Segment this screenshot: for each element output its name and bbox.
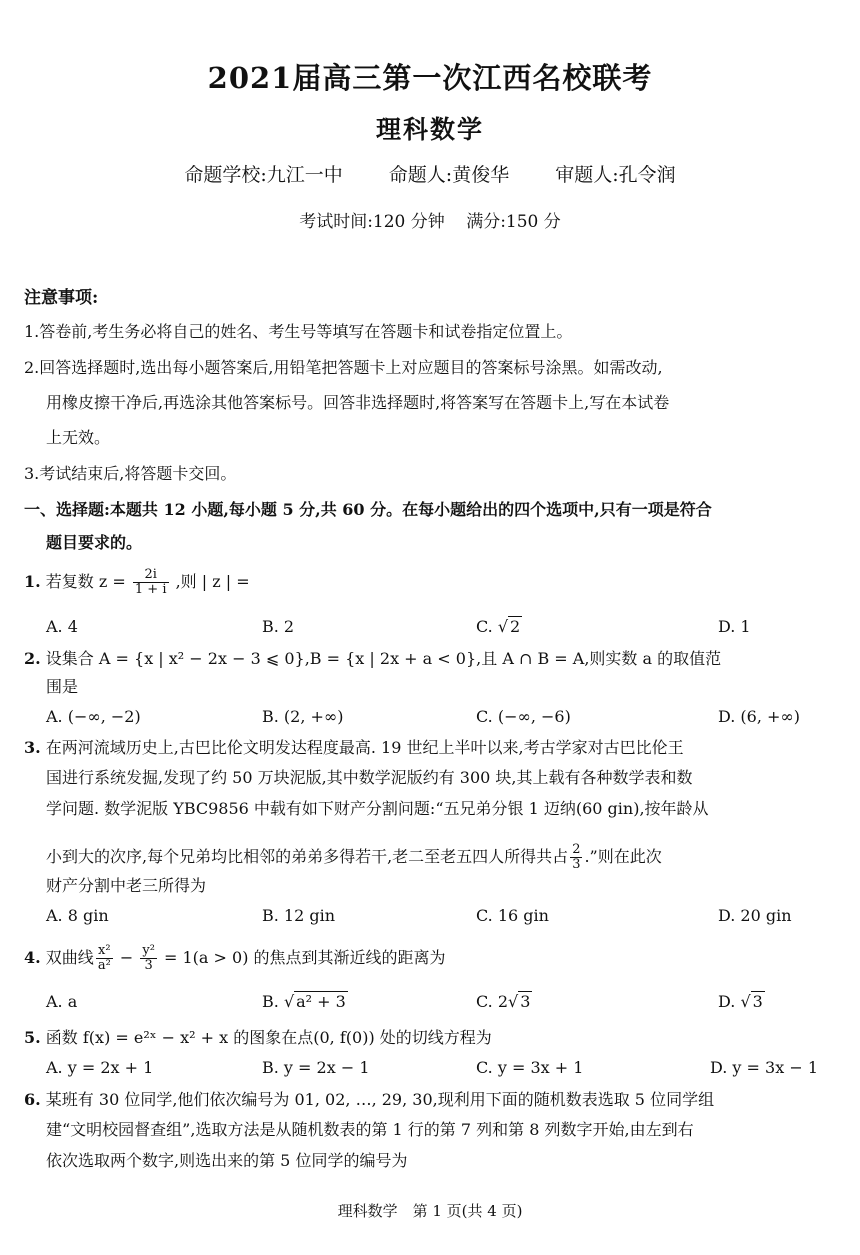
- question-4-fraction-2: [140, 944, 157, 973]
- q4-option-b: [262, 992, 348, 1011]
- question-3-number: 3.: [24, 738, 41, 757]
- full-score: 满分:150 分: [466, 212, 561, 232]
- question-3-text: 在两河流域历史上,古巴比伦文明发达程度最高. 19 世纪上半叶以来,考古学家对古巴比伦王: [45, 738, 684, 757]
- school: 命题学校:九江一中: [184, 164, 343, 186]
- radicand: 3: [520, 992, 531, 1011]
- note-1: 1.答卷前,考生务必将自己的姓名、考生号等填写在答题卡和试卷指定位置上。: [24, 322, 573, 341]
- q4-option-c: [476, 992, 532, 1011]
- notes-heading: 注意事项:: [24, 288, 99, 308]
- q2-option-c: C. (−∞, −6): [476, 707, 571, 726]
- fraction-numerator: x²: [96, 944, 113, 959]
- q5-option-d: D. y = 3x − 1: [710, 1058, 819, 1077]
- q1-option-d: D. 1: [718, 617, 751, 636]
- question-4-fraction-1: [96, 944, 113, 973]
- minus-sign: −: [114, 948, 139, 967]
- q3-option-a: A. 8 gin: [46, 906, 109, 925]
- question-6-text: 某班有 30 位同学,他们依次编号为 01, 02, …, 29, 30,现利用下面的随机数表选取 5 位同学组: [45, 1090, 715, 1109]
- question-3-line-3: 学问题. 数学泥版 YBC9856 中载有如下财产分割问题:“五兄弟分银 1 迈纳(60 gin),按年龄从: [46, 799, 709, 818]
- question-4-number: 4.: [24, 948, 41, 967]
- q4-option-a: A. a: [46, 992, 78, 1011]
- fraction-numerator: 2i: [133, 568, 169, 583]
- sqrt-icon: √: [740, 992, 751, 1011]
- fraction-numerator: 2: [572, 842, 581, 857]
- fraction-denominator: 1 + i: [134, 582, 167, 597]
- question-2-line-1: [24, 649, 834, 669]
- sqrt-icon: √: [508, 992, 519, 1011]
- question-3-line-4-post: .”则在此次: [584, 847, 662, 866]
- sqrt-icon: √: [283, 992, 295, 1011]
- question-2-number: 2.: [24, 649, 41, 668]
- fraction-numerator: y²: [142, 943, 155, 958]
- section-1-heading-line-2: 题目要求的。: [46, 533, 143, 552]
- reviewer: 审题人:孔令润: [555, 164, 676, 186]
- q1-option-a: A. 4: [46, 617, 78, 636]
- question-1-post: ,则 | z | =: [175, 572, 250, 591]
- q3-option-b: B. 12 gin: [262, 906, 336, 925]
- sqrt-icon: √: [497, 617, 509, 636]
- radicand: a² + 3: [296, 992, 346, 1011]
- q4-option-d: [718, 992, 765, 1011]
- question-5-text: 函数 f(x) = e²ˣ − x² + x 的图象在点(0, f(0)) 处的切线方程为: [45, 1028, 492, 1047]
- exam-info-line: [0, 207, 860, 232]
- fraction-denominator: 3: [144, 958, 153, 973]
- page-footer: 理科数学 第 1 页(共 4 页): [337, 1202, 523, 1220]
- q1-option-b: B. 2: [262, 617, 295, 636]
- question-3-line-1: [24, 738, 834, 758]
- question-1-number: 1.: [24, 572, 41, 591]
- question-4-pre: 双曲线: [45, 948, 94, 967]
- question-2-line-2: 围是: [46, 677, 79, 696]
- question-1: [24, 568, 834, 597]
- q3-option-c: C. 16 gin: [476, 906, 549, 925]
- question-1-fraction: [133, 568, 169, 597]
- option-label: B.: [262, 992, 284, 1011]
- option-label: C.: [476, 617, 498, 636]
- question-5: [24, 1028, 834, 1048]
- question-6-line-2: 建“文明校园督查组”,选取方法是从随机数表的第 1 行的第 7 列和第 8 列数字开始,由左到右: [46, 1120, 694, 1139]
- author: 命题人:黄俊华: [388, 164, 510, 186]
- question-5-number: 5.: [24, 1028, 41, 1047]
- radicand: 3: [752, 992, 763, 1011]
- option-label: D.: [718, 992, 741, 1011]
- question-4-post: = 1(a > 0) 的焦点到其渐近线的距离为: [158, 948, 446, 967]
- subject-title: 理科数学: [375, 115, 484, 144]
- q5-option-c: C. y = 3x + 1: [476, 1058, 584, 1077]
- question-6-line-3: 依次选取两个数字,则选出来的第 5 位同学的编号为: [46, 1151, 408, 1170]
- question-4: [24, 944, 834, 973]
- q5-option-b: B. y = 2x − 1: [262, 1058, 370, 1077]
- q1-option-c: [476, 617, 522, 636]
- q5-option-a: A. y = 2x + 1: [46, 1058, 154, 1077]
- question-3-fraction: [570, 843, 582, 872]
- option-label: C. 2: [476, 992, 509, 1011]
- note-2-line-3: 上无效。: [46, 428, 111, 447]
- q2-option-b: B. (2, +∞): [262, 707, 344, 726]
- question-1-pre: 若复数 z =: [45, 572, 131, 591]
- question-3-line-2: 国进行系统发掘,发现了约 50 万块泥版,其中数学泥版约有 300 块,其上载有各种数学表和数: [46, 768, 693, 787]
- section-1-heading-line-1: 一、选择题:本题共 12 小题,每小题 5 分,共 60 分。在每小题给出的四个选项中,只有一项是符合: [24, 500, 712, 519]
- note-2-line-2: 用橡皮擦干净后,再选涂其他答案标号。回答非选择题时,将答案写在答题卡上,写在本试卷: [46, 393, 670, 412]
- exam-title: 2021届高三第一次江西名校联考: [207, 61, 653, 95]
- fraction-denominator: a²: [97, 958, 111, 973]
- fraction-denominator: 3: [572, 857, 581, 872]
- note-2-line-1: 2.回答选择题时,选出每小题答案后,用铅笔把答题卡上对应题目的答案标号涂黑。如需改动,: [24, 358, 663, 377]
- q2-option-a: A. (−∞, −2): [46, 707, 141, 726]
- radicand: 2: [510, 617, 521, 636]
- question-3-line-4-pre: 小到大的次序,每个兄弟均比相邻的弟弟多得若干,老二至老五四人所得共占: [46, 847, 569, 866]
- question-3-line-4: [46, 843, 856, 872]
- exam-time: 考试时间:120 分钟: [299, 212, 445, 232]
- q3-option-d: D. 20 gin: [718, 906, 792, 925]
- question-6-line-1: [24, 1090, 834, 1110]
- note-3: 3.考试结束后,将答题卡交回。: [24, 464, 237, 483]
- author-line: [0, 160, 860, 187]
- question-6-number: 6.: [24, 1090, 41, 1109]
- q2-option-d: D. (6, +∞): [718, 707, 800, 726]
- question-3-line-5: 财产分割中老三所得为: [46, 876, 207, 895]
- question-2-text: 设集合 A = {x | x² − 2x − 3 ⩽ 0},B = {x | 2x + a < 0},且 A ∩ B = A,则实数 a 的取值范: [45, 649, 722, 668]
